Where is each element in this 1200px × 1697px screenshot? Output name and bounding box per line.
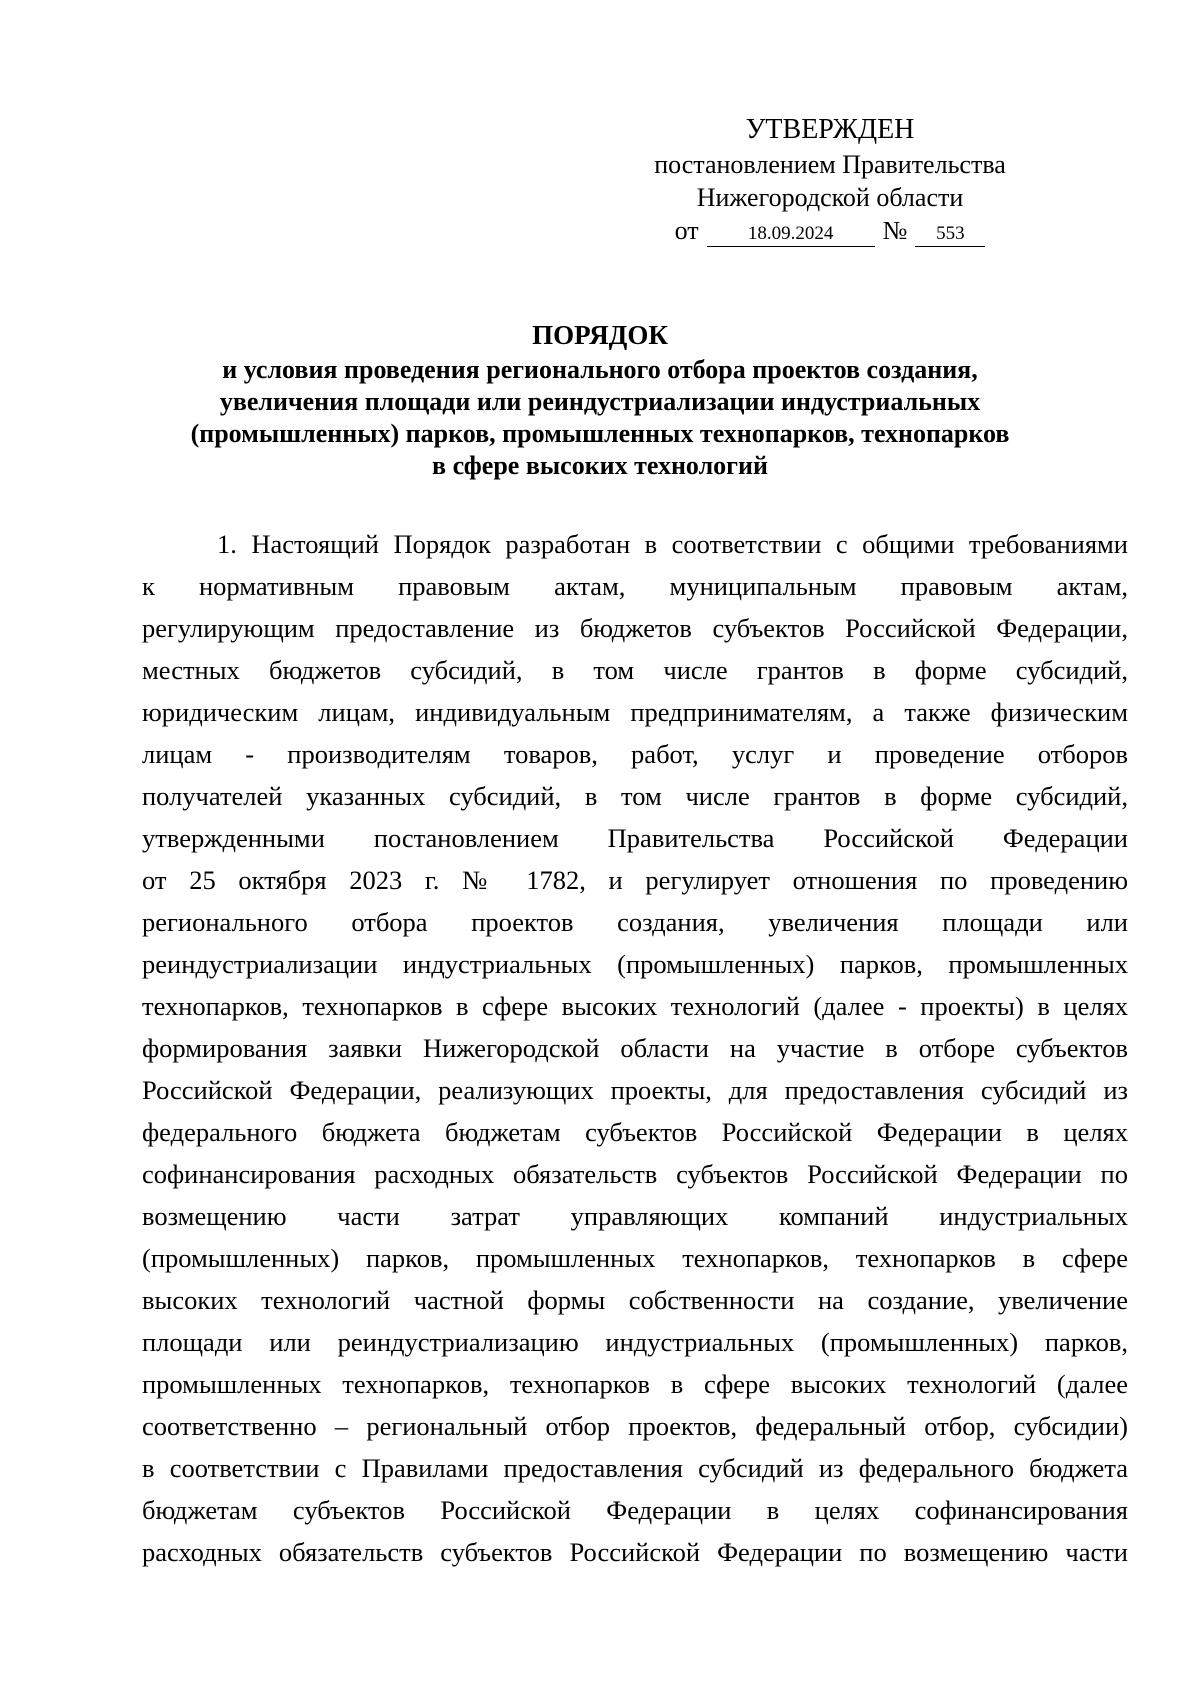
body-line: софинансирования расходных обязательств субъектов Российской Федерации по [142,1159,1128,1189]
body-line: реиндустриализации индустриальных (промышленных) парков, промышленных [142,949,1128,979]
title-line: в сфере высоких технологий [432,451,768,480]
approval-line-1: постановлением Правительства [654,150,1006,179]
body-line: площади или реиндустриализацию индустриальных (промышленных) парков, [142,1327,1128,1357]
body-line: (промышленных) парков, промышленных технопарков, технопарков в сфере [142,1243,1128,1273]
body-line: промышленных технопарков, технопарков в сфере высоких технологий (далее [142,1369,1128,1399]
body-line: высоких технологий частной формы собственности на создание, увеличение [142,1285,1128,1315]
document-title [140,318,1060,482]
title-main: ПОРЯДОК [532,320,668,350]
body-line: 1. Настоящий Порядок разработан в соответствии с общими требованиями [217,529,1128,559]
body-line: юридическим лицам, индивидуальным предпринимателям, а также физическим [142,697,1128,727]
body-line: возмещению части затрат управляющих компаний индустриальных [142,1201,1128,1231]
body-line: соответственно – региональный отбор проектов, федеральный отбор, субсидии) [142,1411,1128,1441]
approval-stamp [620,112,1040,247]
approval-number: 553 [915,223,985,247]
body-line: формирования заявки Нижегородской области на участие в отборе субъектов [142,1033,1128,1063]
body-line: лицам - производителям товаров, работ, услуг и проведение отборов [142,739,1128,769]
approval-heading: УТВЕРЖДЕН [745,114,915,145]
from-label: от [674,216,699,245]
body-line: федерального бюджета бюджетам субъектов Российской Федерации в целях [142,1117,1128,1147]
title-line: и условия проведения регионального отбора проектов создания, [222,355,978,384]
body-line: технопарков, технопарков в сфере высоких технологий (далее - проекты) в целях [142,991,1128,1021]
title-line: увеличения площади или реиндустриализации индустриальных [219,387,981,416]
approval-date: 18.09.2024 [707,223,875,247]
body-line: от 25 октября 2023 г. № 1782, и регулирует отношения по проведению [142,865,1128,895]
body-line: регионального отбора проектов создания, увеличения площади или [142,907,1128,937]
approval-line-2: Нижегородской области [696,183,964,212]
body-line: бюджетам субъектов Российской Федерации в целях софинансирования [142,1495,1128,1525]
number-label: № [882,216,908,245]
body-line: регулирующим предоставление из бюджетов субъектов Российской Федерации, [142,613,1128,643]
body-line: местных бюджетов субсидий, в том числе грантов в форме субсидий, [142,655,1128,685]
body-line: утвержденными постановлением Правительства Российской Федерации [142,823,1128,853]
title-line: (промышленных) парков, промышленных технопарков, технопарков [190,419,1010,448]
body-line: Российской Федерации, реализующих проекты, для предоставления субсидий из [142,1075,1128,1105]
body-line: в соответствии с Правилами предоставления субсидий из федерального бюджета [142,1453,1128,1483]
body-line: получателей указанных субсидий, в том числе грантов в форме субсидий, [142,781,1128,811]
body-line: расходных обязательств субъектов Российской Федерации по возмещению части [142,1537,1128,1567]
body-line: к нормативным правовым актам, муниципальным правовым актам, [142,571,1128,601]
approval-date-line [675,214,986,247]
body-text [142,523,1128,1573]
